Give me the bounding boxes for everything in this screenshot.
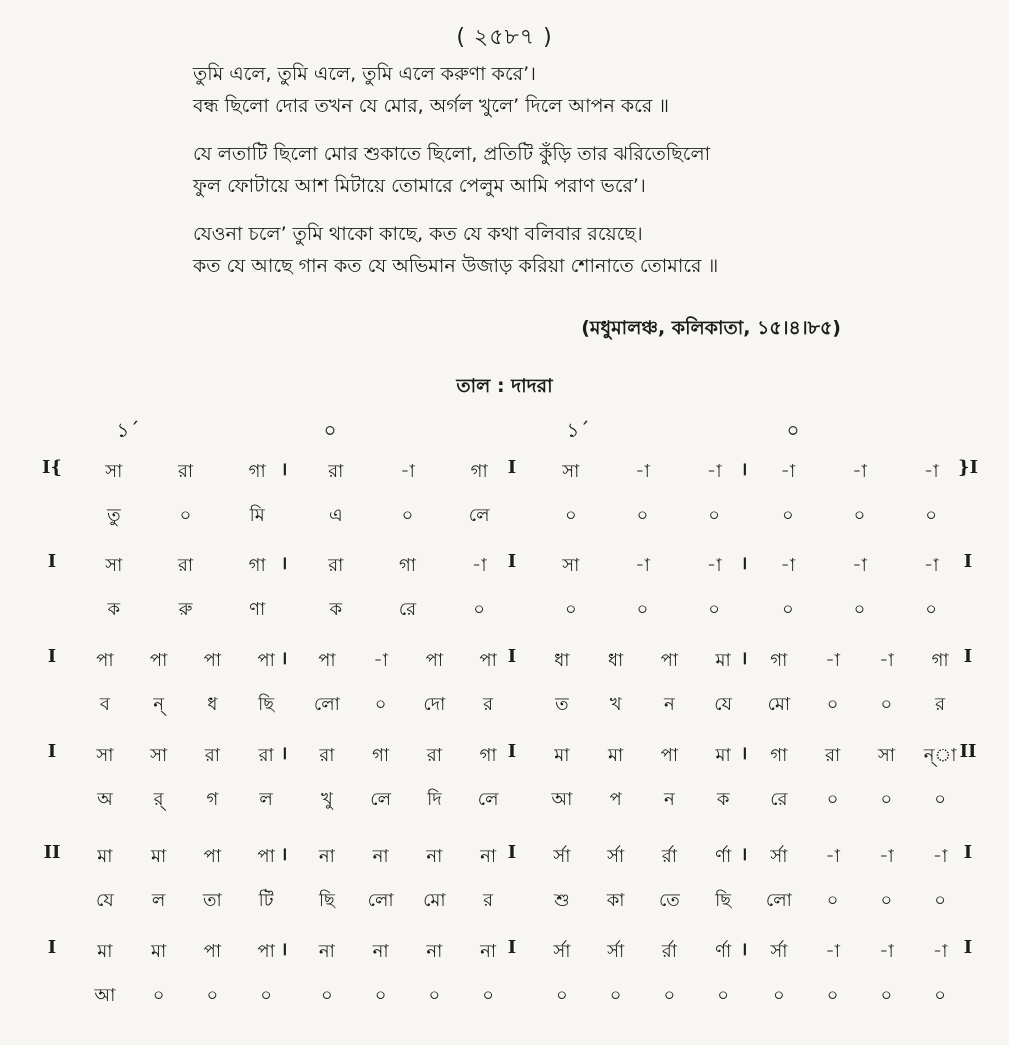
beat-marker: ১´ bbox=[116, 418, 140, 442]
swara-note: ধা bbox=[554, 650, 570, 671]
swara-note: -া bbox=[825, 941, 841, 962]
bar-line-open: I bbox=[47, 551, 57, 572]
bar-divider: । bbox=[280, 459, 288, 480]
lyric-line: তুমি এলে, তুমি এলে, তুমি এলে করুণা করে’। bbox=[193, 63, 536, 85]
lyric-syllable: ব bbox=[99, 694, 110, 715]
swara-note: পা bbox=[203, 941, 222, 962]
swara-note: -া bbox=[878, 846, 894, 867]
lyric-syllable: ণা bbox=[249, 599, 266, 620]
lyric-syllable: ০ bbox=[636, 599, 649, 620]
lyric-syllable: মো bbox=[423, 890, 446, 911]
lyric-syllable: যে bbox=[714, 694, 732, 715]
lyric-syllable: ০ bbox=[826, 694, 839, 715]
swara-note: র্সা bbox=[553, 846, 571, 867]
lyric-syllable: কা bbox=[606, 890, 625, 911]
lyric-syllable: ০ bbox=[781, 505, 794, 526]
swara-note: রা bbox=[177, 461, 194, 482]
lyric-syllable: ০ bbox=[934, 985, 946, 1006]
bar-divider: I bbox=[507, 937, 517, 958]
swara-note: -া bbox=[373, 650, 389, 671]
lyric-syllable: রে bbox=[398, 599, 417, 620]
swara-note: -া bbox=[825, 846, 841, 867]
swara-note: -া bbox=[878, 650, 894, 671]
source-citation: (মধুমালঞ্চ, কলিকাতা, ১৫।৪।৮৫) bbox=[581, 317, 841, 339]
swara-note: পা bbox=[203, 846, 222, 867]
bar-divider: । bbox=[280, 844, 288, 865]
beat-marker: ০ bbox=[786, 418, 800, 442]
swara-note: পা bbox=[660, 650, 679, 671]
bar-line-close: I bbox=[963, 551, 973, 572]
swara-note: না bbox=[372, 846, 389, 867]
lyric-syllable: ০ bbox=[880, 890, 893, 911]
lyric-syllable: ০ bbox=[564, 599, 577, 620]
bar-line-close: II bbox=[959, 741, 977, 762]
swara-note: পা bbox=[479, 650, 497, 671]
lyric-syllable: ছি bbox=[715, 890, 732, 911]
lyric-syllable: খু bbox=[320, 789, 333, 810]
swara-note: রা bbox=[426, 745, 442, 766]
lyric-syllable: ০ bbox=[609, 985, 622, 1006]
lyric-syllable: তা bbox=[203, 890, 222, 911]
lyric-syllable: ০ bbox=[482, 985, 494, 1006]
swara-note: মা bbox=[97, 941, 113, 962]
swara-note: -া bbox=[825, 650, 841, 671]
lyric-syllable: ০ bbox=[564, 505, 577, 526]
beat-marker: ১´ bbox=[566, 418, 590, 442]
lyric-syllable: ০ bbox=[321, 985, 333, 1006]
lyric-syllable: তু bbox=[107, 505, 121, 526]
swara-note: র্সা bbox=[607, 846, 625, 867]
lyric-syllable: র bbox=[483, 694, 494, 715]
swara-note: -া bbox=[706, 461, 722, 482]
lyric-syllable: ক bbox=[716, 789, 730, 810]
lyric-line: যে লতাটি ছিলো মোর শুকাতে ছিলো, প্রতিটি কুঁড়ি তার ঝরিতেছিলো bbox=[193, 143, 711, 165]
swara-note: পা bbox=[149, 650, 168, 671]
lyric-syllable: শু bbox=[554, 890, 570, 911]
swara-note: র্সা bbox=[770, 846, 788, 867]
swara-note: -া bbox=[400, 461, 415, 482]
lyric-syllable: ক bbox=[329, 599, 343, 620]
bar-divider: I bbox=[507, 457, 517, 478]
swara-note: সা bbox=[562, 461, 580, 482]
lyric-syllable: ০ bbox=[925, 505, 938, 526]
bar-line-close: I bbox=[963, 646, 973, 667]
bar-divider: I bbox=[507, 551, 517, 572]
lyric-syllable: ০ bbox=[880, 789, 893, 810]
lyric-syllable: দো bbox=[423, 694, 446, 715]
swara-note: -া bbox=[923, 555, 939, 576]
lyric-syllable: খ bbox=[609, 694, 622, 715]
lyric-syllable: ০ bbox=[556, 985, 568, 1006]
bar-divider: । bbox=[740, 743, 748, 764]
swara-note: -া bbox=[706, 555, 722, 576]
lyric-syllable: ০ bbox=[826, 985, 839, 1006]
swara-note: -া bbox=[852, 461, 867, 482]
bar-line-open: I bbox=[47, 646, 57, 667]
bar-divider: । bbox=[740, 459, 748, 480]
lyric-syllable: আ bbox=[551, 789, 573, 810]
lyric-syllable: যে bbox=[96, 890, 114, 911]
swara-note: রা bbox=[328, 555, 344, 576]
swara-note: পা bbox=[318, 650, 336, 671]
lyric-syllable: ০ bbox=[826, 890, 839, 911]
lyric-syllable: গ bbox=[206, 789, 219, 810]
bar-divider: । bbox=[740, 648, 748, 669]
lyric-syllable: ০ bbox=[934, 890, 946, 911]
swara-note: সা bbox=[877, 745, 895, 766]
bar-line-close: I bbox=[963, 937, 973, 958]
bar-line-close: }I bbox=[958, 457, 978, 478]
swara-note: গা bbox=[248, 555, 266, 576]
lyric-syllable: ০ bbox=[179, 505, 192, 526]
swara-note: মা bbox=[715, 650, 731, 671]
song-number: ( ২৫৮৭ ) bbox=[456, 25, 553, 50]
lyric-syllable: ০ bbox=[374, 985, 387, 1006]
swara-note: -া bbox=[471, 555, 487, 576]
bar-line-open: II bbox=[43, 842, 61, 863]
lyric-syllable: ০ bbox=[152, 985, 165, 1006]
swara-note: পা bbox=[257, 650, 275, 671]
swara-note: র্রা bbox=[661, 846, 677, 867]
swara-note: -া bbox=[932, 941, 948, 962]
swara-note: না bbox=[372, 941, 389, 962]
lyric-syllable: ন্ bbox=[153, 694, 164, 715]
lyric-syllable: লো bbox=[367, 890, 394, 911]
lyric-syllable: প bbox=[609, 789, 622, 810]
lyric-syllable: ০ bbox=[781, 599, 794, 620]
lyric-syllable: ০ bbox=[853, 599, 866, 620]
lyric-syllable: ০ bbox=[925, 599, 938, 620]
bar-line-open: I bbox=[47, 937, 57, 958]
bar-divider: । bbox=[280, 743, 288, 764]
swara-note: গা bbox=[479, 745, 497, 766]
swara-note: সা bbox=[562, 555, 580, 576]
lyric-syllable: ছি bbox=[318, 890, 335, 911]
swara-note: রা bbox=[328, 461, 344, 482]
lyric-syllable: ০ bbox=[260, 985, 272, 1006]
lyric-syllable: টি bbox=[258, 890, 274, 911]
bar-divider: । bbox=[740, 844, 748, 865]
lyric-syllable: ০ bbox=[401, 505, 414, 526]
lyric-syllable: র্ bbox=[153, 789, 164, 810]
bar-divider: । bbox=[280, 648, 288, 669]
swara-note: র্সা bbox=[607, 941, 625, 962]
bar-divider: I bbox=[507, 842, 517, 863]
lyric-syllable: অ bbox=[97, 789, 113, 810]
lyric-syllable: এ bbox=[328, 505, 343, 526]
swara-note: র্সা bbox=[553, 941, 571, 962]
swara-note: না bbox=[318, 941, 335, 962]
swara-note: মা bbox=[608, 745, 624, 766]
lyric-syllable: ন bbox=[664, 694, 675, 715]
lyric-syllable: আ bbox=[94, 985, 116, 1006]
bar-line-close: I bbox=[963, 842, 973, 863]
swara-note: মা bbox=[151, 941, 167, 962]
swara-note: -া bbox=[635, 555, 650, 576]
bar-divider: । bbox=[740, 553, 748, 574]
lyric-syllable: মো bbox=[767, 694, 791, 715]
swara-note: না bbox=[480, 941, 497, 962]
swara-note: না bbox=[480, 846, 497, 867]
bar-divider: I bbox=[507, 741, 517, 762]
swara-note: রা bbox=[825, 745, 841, 766]
lyric-syllable: র bbox=[483, 890, 494, 911]
lyric-syllable: দি bbox=[427, 789, 442, 810]
swara-note: মা bbox=[151, 846, 167, 867]
lyric-syllable: ক bbox=[107, 599, 121, 620]
swara-note: র্রা bbox=[661, 941, 677, 962]
swara-note: -া bbox=[780, 461, 796, 482]
lyric-syllable: ০ bbox=[428, 985, 441, 1006]
swara-note: গা bbox=[770, 650, 788, 671]
swara-note: সা bbox=[105, 555, 123, 576]
swara-note: সা bbox=[105, 461, 123, 482]
swara-note: রা bbox=[204, 745, 220, 766]
swara-note: -া bbox=[780, 555, 796, 576]
swara-note: র্ণা bbox=[715, 846, 732, 867]
swara-note: -া bbox=[923, 461, 939, 482]
lyric-syllable: রু bbox=[178, 599, 193, 620]
bar-divider: । bbox=[280, 939, 288, 960]
swara-note: রা bbox=[319, 745, 335, 766]
swara-note: মা bbox=[715, 745, 731, 766]
lyric-syllable: ছি bbox=[258, 694, 275, 715]
lyric-line: ফুল ফোটায়ে আশ মিটায়ে তোমারে পেলুম আমি পরাণ ভরে’। bbox=[193, 175, 646, 197]
swara-note: পা bbox=[257, 846, 275, 867]
lyric-syllable: ০ bbox=[636, 505, 649, 526]
swara-note: পা bbox=[96, 650, 114, 671]
lyric-syllable: ল bbox=[259, 789, 273, 810]
swara-note: গা bbox=[931, 650, 949, 671]
swara-note: গা bbox=[470, 461, 488, 482]
lyric-syllable: ন bbox=[664, 789, 675, 810]
lyric-syllable: ০ bbox=[934, 789, 946, 810]
lyric-syllable: লে bbox=[477, 789, 499, 810]
lyric-syllable: ০ bbox=[374, 694, 387, 715]
lyric-syllable: লো bbox=[765, 890, 792, 911]
lyric-syllable: রে bbox=[770, 789, 788, 810]
lyric-syllable: ০ bbox=[708, 505, 721, 526]
swara-note: -া bbox=[932, 846, 948, 867]
bar-divider: । bbox=[280, 553, 288, 574]
lyric-syllable: ত bbox=[555, 694, 569, 715]
swara-note: না bbox=[426, 941, 443, 962]
bar-divider: । bbox=[740, 939, 748, 960]
bar-line-open: I{ bbox=[42, 457, 62, 478]
lyric-syllable: লো bbox=[313, 694, 340, 715]
swara-note: রা bbox=[177, 555, 194, 576]
swara-note: সা bbox=[150, 745, 168, 766]
swara-note: না bbox=[426, 846, 443, 867]
lyric-syllable: ০ bbox=[717, 985, 729, 1006]
swara-note: গা bbox=[398, 555, 417, 576]
beat-marker: ০ bbox=[323, 418, 337, 442]
swara-note: -া bbox=[852, 555, 867, 576]
lyric-syllable: ল bbox=[151, 890, 166, 911]
swara-note: পা bbox=[203, 650, 222, 671]
swara-note: সা bbox=[96, 745, 114, 766]
swara-note: র্ণা bbox=[715, 941, 732, 962]
swara-note: -া bbox=[635, 461, 650, 482]
lyric-line: বন্ধ ছিলো দোর তখন যে মোর, অর্গল খুলে’ দিলে আপন করে ॥ bbox=[193, 95, 670, 117]
bar-divider: I bbox=[507, 646, 517, 667]
swara-note: র্সা bbox=[770, 941, 788, 962]
lyric-syllable: ০ bbox=[663, 985, 676, 1006]
swara-note: রা bbox=[258, 745, 274, 766]
lyric-syllable: ০ bbox=[853, 505, 866, 526]
lyric-syllable: ০ bbox=[206, 985, 219, 1006]
swara-note: পা bbox=[425, 650, 444, 671]
swara-note: ন্া bbox=[923, 745, 957, 766]
swara-note: গা bbox=[248, 461, 266, 482]
lyric-line: কত যে আছে গান কত যে অভিমান উজাড় করিয়া শোনাতে তোমারে ॥ bbox=[193, 255, 719, 277]
lyric-syllable: ০ bbox=[708, 599, 721, 620]
lyric-line: যেওনা চলে’ তুমি থাকো কাছে, কত যে কথা বলিবার রয়েছে। bbox=[193, 223, 643, 245]
swara-note: গা bbox=[770, 745, 788, 766]
bar-line-open: I bbox=[47, 741, 57, 762]
swara-note: পা bbox=[660, 745, 679, 766]
swara-note: গা bbox=[372, 745, 390, 766]
lyric-syllable: তে bbox=[658, 890, 680, 911]
lyric-syllable: ০ bbox=[880, 985, 893, 1006]
swara-note: মা bbox=[554, 745, 570, 766]
swara-note: পা bbox=[257, 941, 275, 962]
lyric-syllable: ০ bbox=[473, 599, 486, 620]
lyric-syllable: ০ bbox=[773, 985, 785, 1006]
lyric-syllable: ০ bbox=[826, 789, 839, 810]
taal-label: তাল : দাদরা bbox=[456, 375, 553, 397]
swara-note: মা bbox=[97, 846, 113, 867]
lyric-syllable: ০ bbox=[880, 694, 893, 715]
lyric-syllable: ধ bbox=[207, 694, 218, 715]
lyric-syllable: র bbox=[935, 694, 946, 715]
lyric-syllable: লে bbox=[370, 789, 391, 810]
lyric-syllable: মি bbox=[249, 505, 265, 526]
swara-note: ধা bbox=[607, 650, 624, 671]
swara-note: না bbox=[318, 846, 335, 867]
swara-note: -া bbox=[878, 941, 894, 962]
lyric-syllable: লে bbox=[468, 505, 490, 526]
